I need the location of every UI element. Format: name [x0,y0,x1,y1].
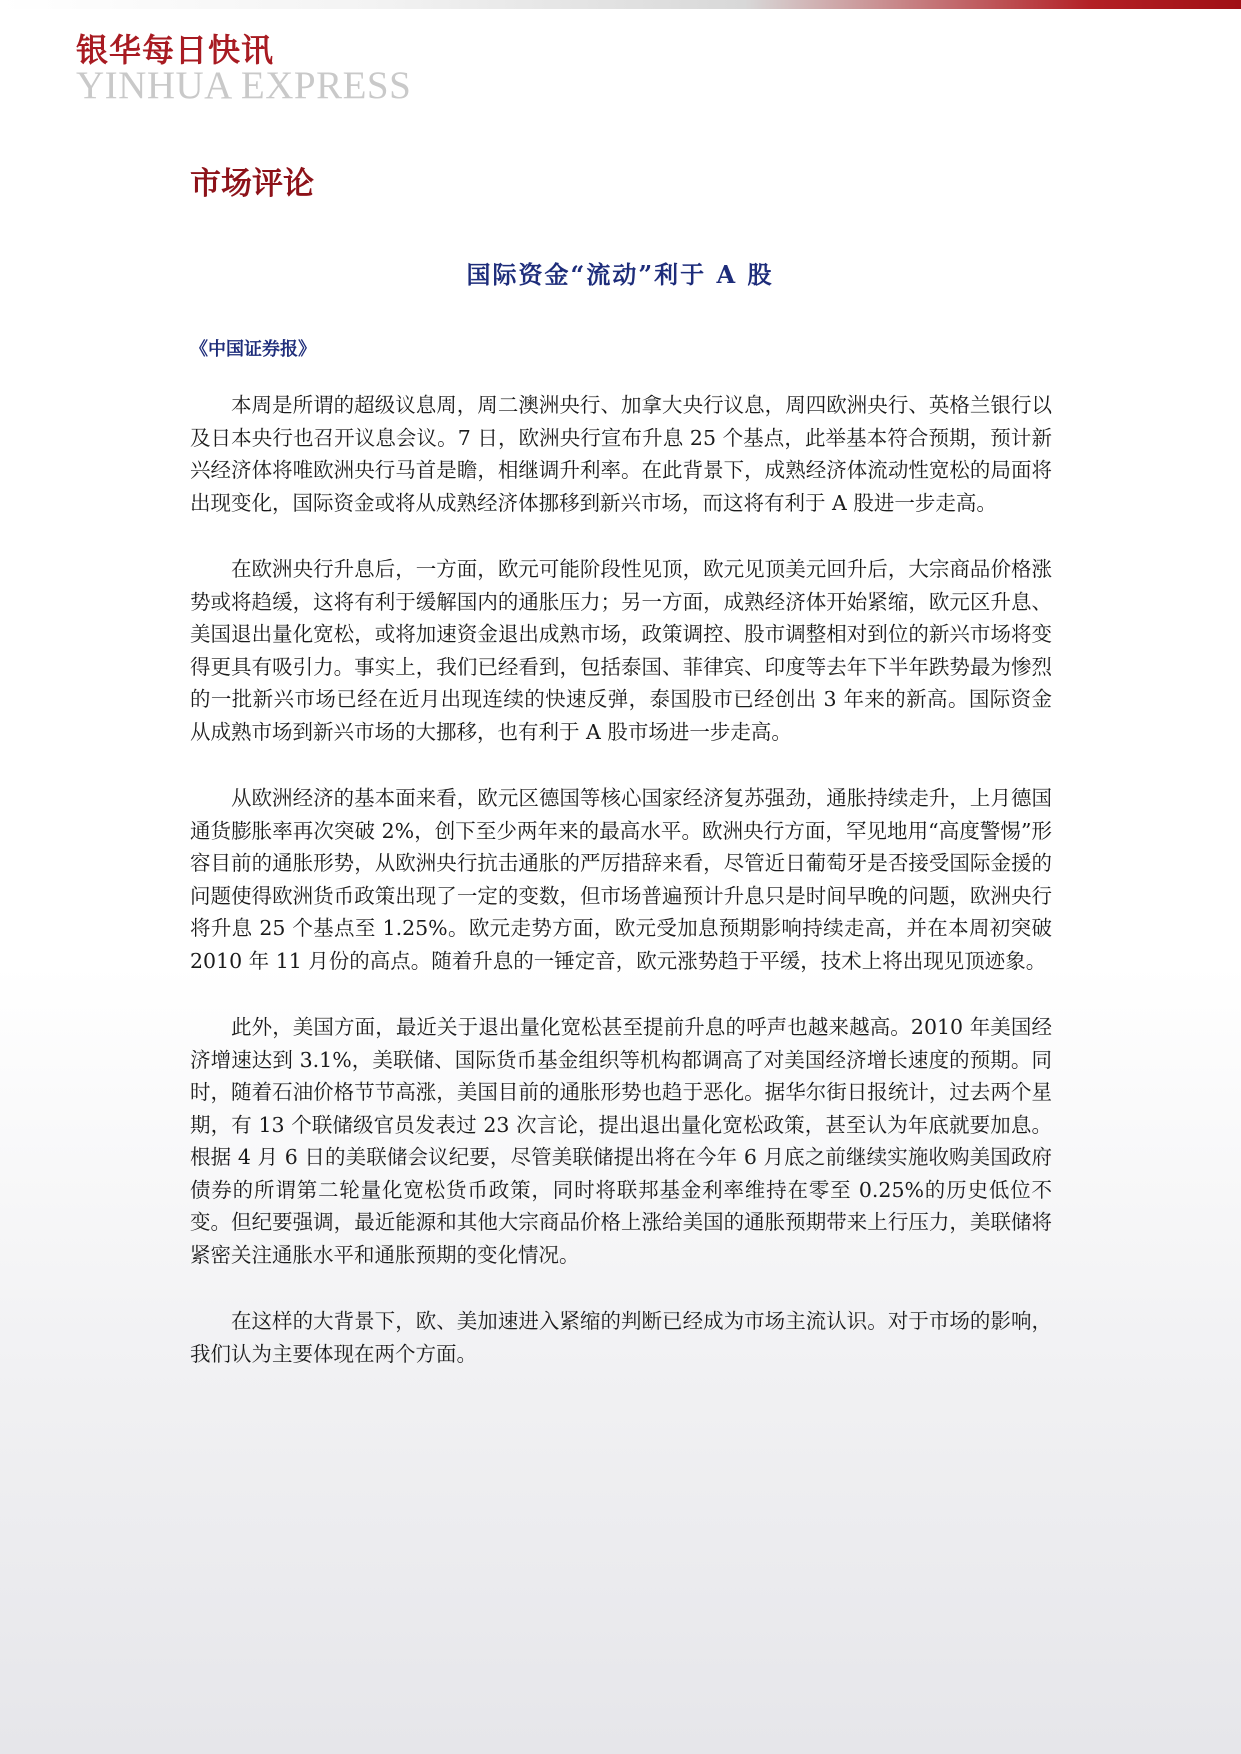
article-body [190,389,1052,1404]
article-paragraph: 在欧洲央行升息后，一方面，欧元可能阶段性见顶，欧元见顶美元回升后，大宗商品价格涨势或将趋缓，这将有利于缓解国内的通胀压力；另一方面，成熟经济体开始紧缩，欧元区升息、美国退出量化宽松，或将加速资金退出成熟市场，政策调控、股市调整相对到位的新兴市场将变得更具有吸引力。事实上，我们已经看到，包括泰国、菲律宾、印度等去年下半年跌势最为惨烈的一批新兴市场已经在近月出现连续的快速反弹，泰国股市已经创出 3 年来的新高。国际资金从成熟市场到新兴市场的大挪移，也有利于 A 股市场进一步走高。 [190,557,1052,744]
article-title: 国际资金“流动”利于 A 股 [466,260,774,289]
article-paragraph: 本周是所谓的超级议息周，周二澳洲央行、加拿大央行议息，周四欧洲央行、英格兰银行以及日本央行也召开议息会议。7 日，欧洲央行宣布升息 25 个基点，此举基本符合预期，预计新兴经济体将唯欧洲央行马首是瞻，相继调升利率。在此背景下，成熟经济体流动性宽松的局面将出现变化，国际资金或将从成熟经济体挪移到新兴市场，而这将有利于 A 股进一步走高。 [190,393,1052,515]
article-source: 《中国证券报》 [190,339,316,360]
article-paragraph: 此外，美国方面，最近关于退出量化宽松甚至提前升息的呼声也越来越高。2010 年美国经济增速达到 3.1%，美联储、国际货币基金组织等机构都调高了对美国经济增长速度的预期。同时，随着石油价格节节高涨，美国目前的通胀形势也趋于恶化。据华尔街日报统计，过去两个星期，有 13 个联储级官员发表过 23 次言论，提出退出量化宽松政策，甚至认为年底就要加息。根据 4 月 6 日的美联储会议纪要，尽管美联储提出将在今年 6 月底之前继续实施收购美国政府债券的所谓第二轮量化宽松货币政策，同时将联邦基金利率维持在零至 0.25%的历史低位不变。但纪要强调，最近能源和其他大宗商品价格上涨给美国的通胀预期带来上行压力，美联储将紧密关注通胀水平和通胀预期的变化情况。 [190,1015,1052,1267]
article-paragraph: 在这样的大背景下，欧、美加速进入紧缩的判断已经成为市场主流认识。对于市场的影响，我们认为主要体现在两个方面。 [190,1309,1052,1366]
section-title: 市场评论 [190,166,314,202]
article-paragraph: 从欧洲经济的基本面来看，欧元区德国等核心国家经济复苏强劲，通胀持续走升，上月德国通货膨胀率再次突破 2%，创下至少两年来的最高水平。欧洲央行方面，罕见地用“高度警惕”形容目前的通胀形势，从欧洲央行抗击通胀的严厉措辞来看，尽管近日葡萄牙是否接受国际金援的问题使得欧洲货币政策出现了一定的变数，但市场普遍预计升息只是时间早晚的问题，欧洲央行将升息 25 个基点至 1.25%。欧元走势方面，欧元受加息预期影响持续走高，并在本周初突破 2010 年 11 月份的高点。随着升息的一锤定音，欧元涨势趋于平缓，技术上将出现见顶迹象。 [190,786,1052,973]
masthead-logo [76,30,411,106]
masthead-chinese-title: 银华每日快讯 [76,31,275,69]
masthead-english-title: YINHUA EXPRESS [76,64,412,107]
header-accent-bar [0,0,1241,9]
